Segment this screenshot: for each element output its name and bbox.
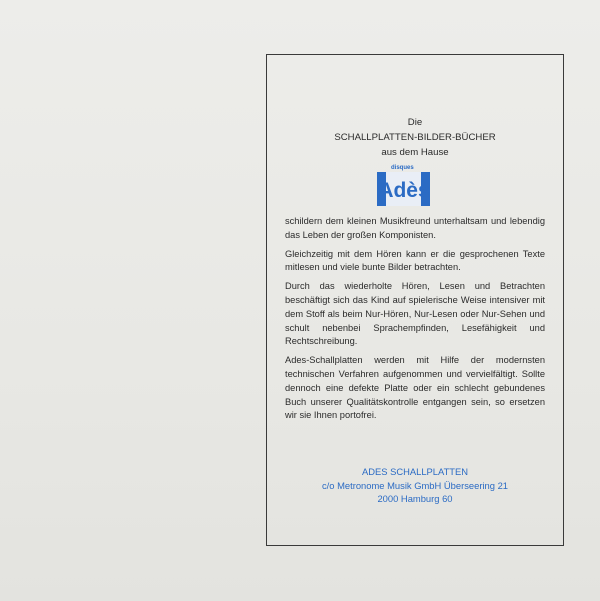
- intro-line-3: aus dem Hause: [381, 147, 449, 158]
- intro-line-1: Die: [407, 117, 423, 128]
- logo-brand-text: Adès: [378, 179, 430, 202]
- text-frame: [266, 54, 564, 546]
- address-line-2: c/o Metronome Musik GmbH Überseering 21: [321, 479, 508, 491]
- logo-small-text: disques: [391, 165, 414, 171]
- intro-line-2: SCHALLPLATTEN-BILDER-BÜCHER: [334, 132, 496, 143]
- ades-logo-graphic: [375, 162, 433, 208]
- publisher-address: [267, 465, 563, 506]
- address-line-1: ADES SCHALLPLATTEN: [361, 466, 469, 477]
- body-text: [285, 215, 545, 428]
- paragraph-4: Ades-Schallplatten werden mit Hilfe der modernsten technischen Verfahren aufgenommen und vervielfältigt. Sollte dennoch eine defekte Platte oder ein schlecht gebundenes Buch unserer Qualitätskontrolle entgangen sein, so ersetzen wir sie Ihnen portofrei.: [285, 355, 545, 421]
- paragraph-2: Gleichzeitig mit dem Hören kann er die gesprochenen Texte mitlesen und viele bunte Bilder betrachten.: [285, 248, 545, 273]
- address-line-3: 2000 Hamburg 60: [377, 493, 453, 504]
- paragraph-1: schildern dem kleinen Musikfreund unterhaltsam und lebendig das Leben der großen Komponisten.: [285, 216, 545, 240]
- paragraph-3: Durch das wiederholte Hören, Lesen und Betrachten beschäftigt sich das Kind auf spielerische Weise intensiver mit dem Stoff als beim Nur-Hören, Nur-Lesen oder Nur-Sehen und schult nebenbei Sprachempfinden, Lesefähigkeit und Rechtschreibung.: [285, 281, 545, 347]
- intro-block: [267, 115, 563, 160]
- ades-logo: [375, 162, 433, 208]
